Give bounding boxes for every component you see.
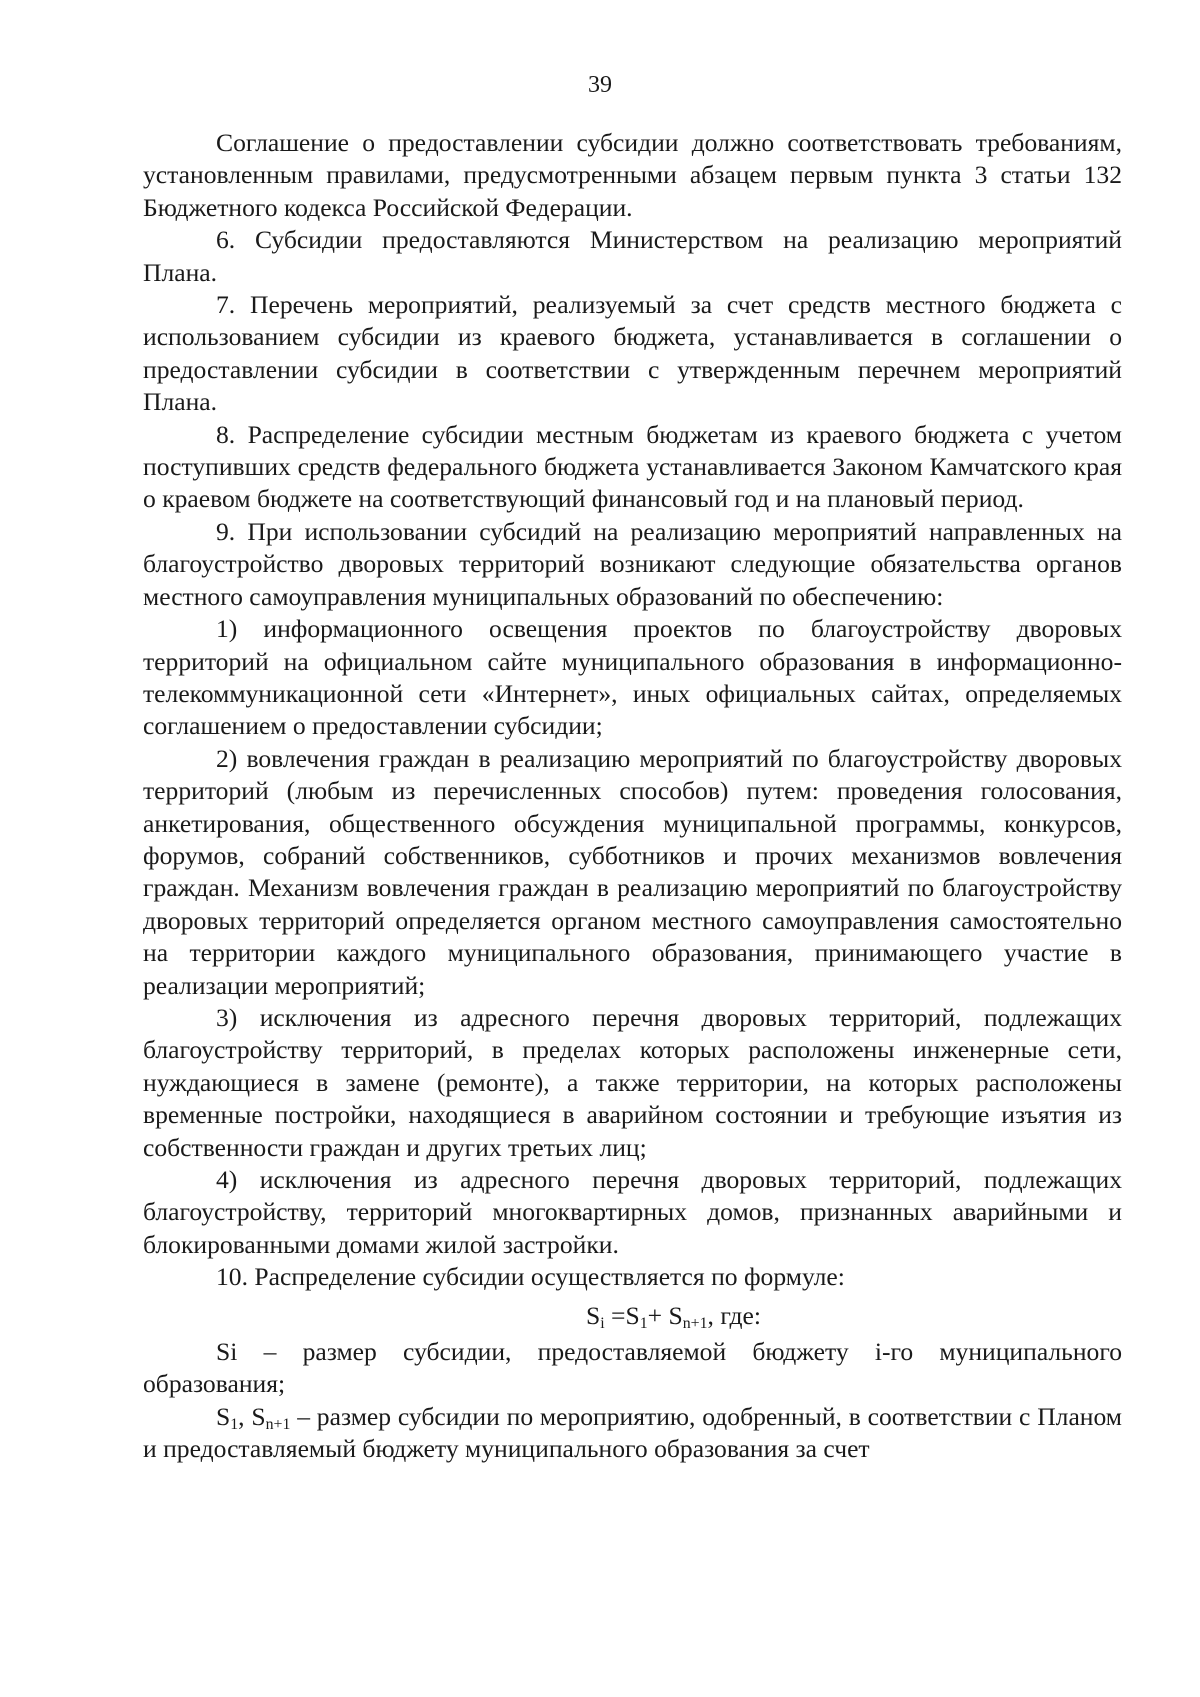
formula-s-1: S — [625, 1300, 640, 1330]
formula-plus: + — [647, 1300, 669, 1330]
paragraph-s1-definition — [143, 1401, 1122, 1466]
formula-sub-1: 1 — [639, 1315, 648, 1333]
paragraph-item-10: 10. Распределение субсидии осуществляется по формуле: — [216, 1262, 845, 1292]
paragraph-subitem-2: 2) вовлечения граждан в реализацию мероприятий по благоустройству дворовых территорий (любым из перечисленных способов) путем: проведения голосования, анкетирования, общественного обсуждения муниципальной программы, конкурсов, форумов, собраний собственников, субботников и прочих механизмов вовлечения граждан. Механизм вовлечения граждан в реализацию мероприятий по благоустройству дворовых территорий определяется органом местного самоуправления самостоятельно на территории каждого муниципального образования, принимающего участие в реализации мероприятий; — [143, 743, 1122, 1000]
formula-equals: = — [604, 1300, 626, 1330]
paragraph-item-6: 6. Субсидии предоставляются Министерством на реализацию мероприятий Плана. — [143, 225, 1122, 287]
paragraph-si-definition: Si – размер субсидии, предоставляемой бюджету i-го муниципального образования; — [143, 1337, 1122, 1399]
formula-sub-i: i — [600, 1315, 605, 1333]
formula-tail: , где: — [707, 1300, 762, 1330]
paragraph-item-8: 8. Распределение субсидии местным бюджетам из краевого бюджета с учетом поступивших средств федерального бюджета устанавливается Законом Камчатского края о краевом бюджете на соответствующий финансовый год и на плановый период. — [143, 419, 1122, 514]
term-s-1: S — [216, 1401, 231, 1431]
formula-s-i: S — [585, 1300, 601, 1330]
paragraph-subitem-1: 1) информационного освещения проектов по благоустройству дворовых территорий на официальном сайте муниципального образования в информационно-телекоммуникационной сети «Интернет», иных официальных сайтах, определяемых соглашением о предоставлении субсидии; — [143, 614, 1122, 741]
formula-s-n1: S — [668, 1300, 683, 1330]
s1-definition-text: – размер субсидии по мероприятию, одобренный, в соответствии с Планом и предоставляемый бюджету муниципального образования за счет — [143, 1401, 1123, 1464]
paragraph-subitem-4: 4) исключения из адресного перечня дворовых территорий, подлежащих благоустройству, территорий многоквартирных домов, признанных аварийными и блокированными домами жилой застройки. — [143, 1165, 1122, 1259]
term-sub-1: 1 — [230, 1416, 239, 1434]
term-s-n1: S — [251, 1401, 266, 1431]
page-number: 39 — [588, 72, 612, 98]
formula-sub-n1: n+1 — [682, 1315, 708, 1333]
distribution-formula — [143, 1300, 1122, 1332]
term-comma: , — [238, 1401, 252, 1431]
term-sub-n1: n+1 — [265, 1416, 291, 1434]
document-body — [143, 127, 1122, 1466]
paragraph-agreement: Соглашение о предоставлении субсидии должно соответствовать требованиям, установленным правилами, предусмотренными абзацем первым пункта 3 статьи 132 Бюджетного кодекса Российской Федерации. — [143, 128, 1122, 222]
paragraph-item-7: 7. Перечень мероприятий, реализуемый за счет средств местного бюджета с использованием субсидии из краевого бюджета, устанавливается в соглашении о предоставлении субсидии в соответствии с утвержденным перечнем мероприятий Плана. — [143, 290, 1122, 417]
paragraph-subitem-3: 3) исключения из адресного перечня дворовых территорий, подлежащих благоустройству территорий, в пределах которых расположены инженерные сети, нуждающиеся в замене (ремонте), а также территории, на которых расположены временные постройки, находящиеся в аварийном состоянии и требующие изъятия из собственности граждан и других третьих лиц; — [143, 1002, 1122, 1162]
paragraph-item-9: 9. При использовании субсидий на реализацию мероприятий направленных на благоустройство дворовых территорий возникают следующие обязательства органов местного самоуправления муниципальных образований по обеспечению: — [143, 516, 1122, 611]
